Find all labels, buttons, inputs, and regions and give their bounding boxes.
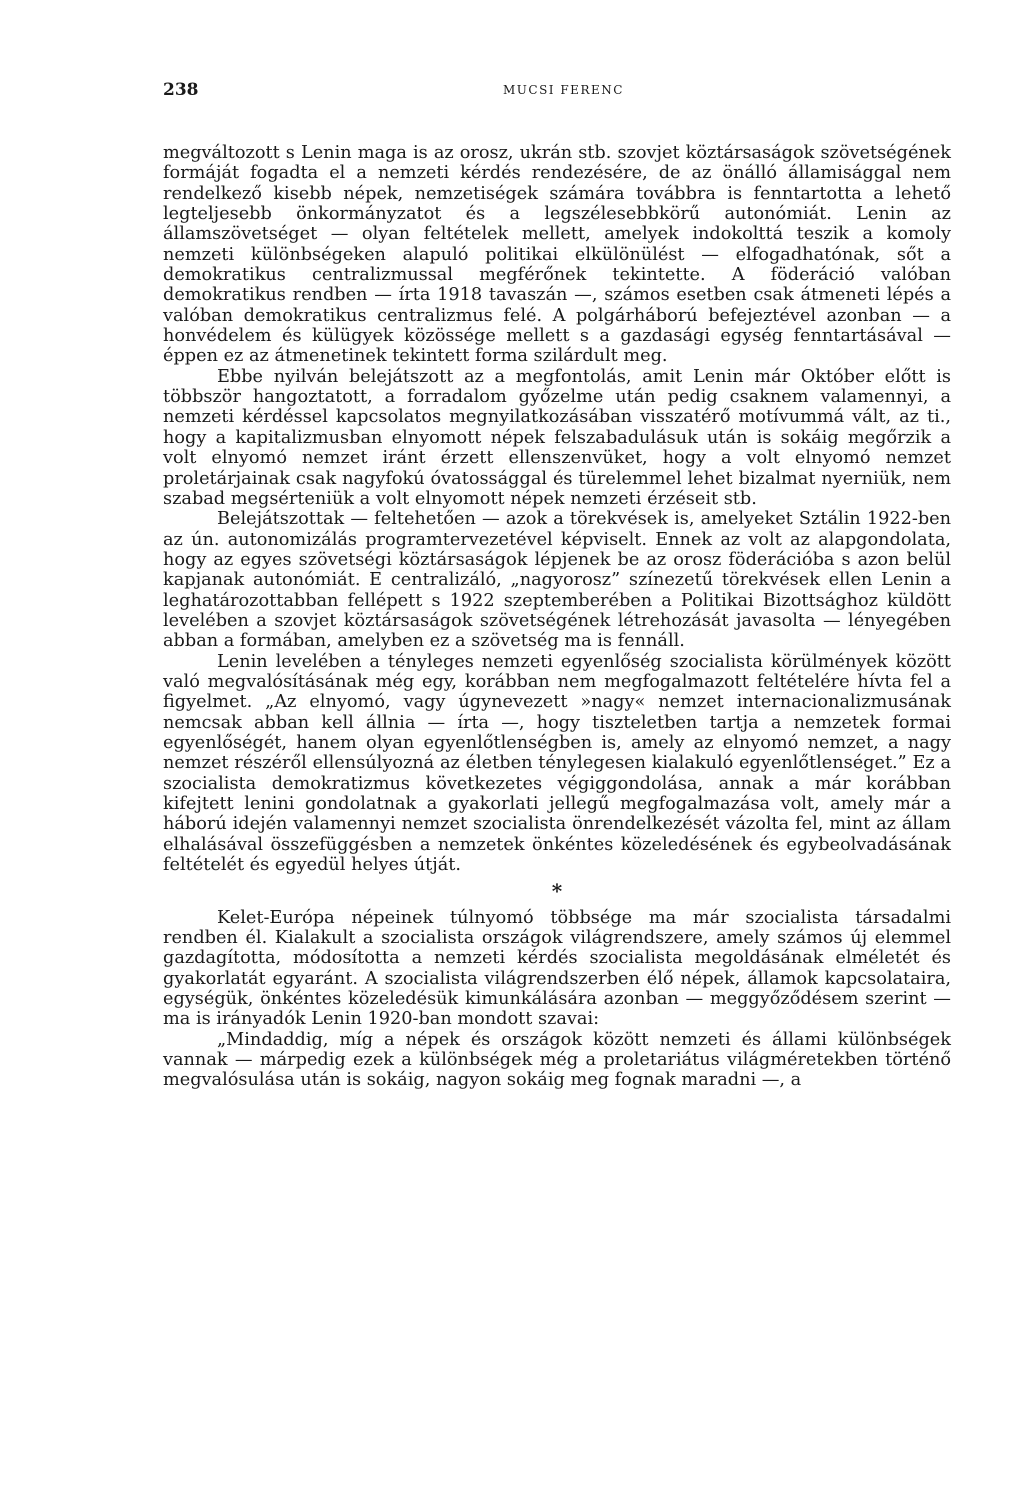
paragraph-6: „Mindaddig, míg a népek és országok között nemzeti és állami különbségek vannak — márpedig ezek a különbségek még a proletariátus világméretekben történő megvalósulása után is sokáig, nagyon sokáig meg fognak maradni —, a (163, 1029, 951, 1091)
page-header (163, 80, 963, 104)
section-separator: * (551, 879, 563, 904)
running-head: MUCSI FERENC (503, 83, 624, 97)
paragraph-2: Ebbe nyilván belejátszott az a megfontolás, amit Lenin már Október előtt is többször hangoztatott, a forradalom győzelme után pedig csaknem valamennyi, a nemzeti kérdéssel kapcsolatos megnyilatkozásában visszatérő motívummá vált, az ti., hogy a kapitalizmusban elnyomott népek felszabadulásuk után is sokáig megőrzik a volt elnyomó nemzet iránt érzett ellenszenvüket, hogy a volt elnyomó nemzet proletárjainak csak nagyfokú óvatossággal és türelemmel lehet bizalmat nyerniük, nem szabad megsérteniük a volt elnyomott népek nemzeti érzéseit stb. (163, 366, 951, 509)
paragraph-5: Kelet-Európa népeinek túlnyomó többsége ma már szocialista társadalmi rendben él. Kialakult a szocialista országok világrendszere, amely számos új elemmel gazdagította, módosította a nemzeti kérdés szocialista megoldásának elméletét és gyakorlatát egyaránt. A szocialista világrendszerben élő népek, államok kapcsolataira, egységük, önkéntes közeledésük kimunkálására azonban — meggyőződésem szerint — ma is irányadók Lenin 1920-ban mondott szavai: (163, 907, 951, 1030)
page-number: 238 (163, 80, 199, 100)
paragraph-1: megváltozott s Lenin maga is az orosz, ukrán stb. szovjet köztársaságok szövetségének formáját fogadta el a nemzeti kérdés rendezésére, de az önálló államisággal nem rendelkező kisebb népek, nemzetiségek számára továbbra is fenntartotta a lehető legteljesebb önkormányzatot és a legszélesebbkörű autonómiát. Lenin az államszövetséget — olyan feltételek mellett, amelyek indokolttá teszik a komoly nemzeti különbségeken alapuló politikai elkülönülést — elfogadhatónak, sőt a demokratikus centralizmussal megférőnek tekintette. A föderáció valóban demokratikus rendben — írta 1918 tavaszán —, számos esetben csak átmeneti lépés a valóban demokratikus centralizmus felé. A polgárháború befejeztével azonban — a honvédelem és külügyek közössége mellett s a gazdasági egység fenntartásával — éppen ez az átmenetinek tekintett forma szilárdult meg. (163, 143, 951, 367)
paragraph-4: Lenin levelében a tényleges nemzeti egyenlőség szocialista körülmények között való megvalósításának még egy, korábban nem megfogalmazott feltételére hívta fel a figyelmet. „Az elnyomó, vagy úgynevezett »nagy« nemzet internacionalizmusának nemcsak abban kell állnia — írta —, hogy tiszteletben tartja a nemzetek formai egyenlőségét, hanem olyan egyenlőtlenségben is, amely az elnyomó nemzet, a nagy nemzet részéről ellensúlyozná az életben ténylegesen kialakuló egyenlőtlenséget.” Ez a szocialista demokratizmus következetes végiggondolása, annak a már korábban kifejtett lenini gondolatnak a gyakorlati jellegű megfogalmazása volt, amely már a háború idején valamennyi nemzet szocialista önrendelkezését vázolta fel, mint az állam elhalásával összefüggésben a nemzetek önkéntes közeledésének és egybeolvadásának feltételét és egyedül helyes útját. (163, 651, 951, 876)
body-text (163, 143, 951, 1091)
paragraph-3: Belejátszottak — feltehetően — azok a törekvések is, amelyeket Sztálin 1922-ben az ún. autonomizálás programtervezetével képviselt. Ennek az volt az alapgondolata, hogy az egyes szövetségi köztársaságok lépjenek be az orosz föderációba s azon belül kapjanak autonómiát. E centralizáló, „nagyorosz” színezetű törekvések ellen Lenin a leghatározottabban fellépett s 1922 szeptemberében a Politikai Bizottsághoz küldött levelében a szovjet köztársaságok szövetségének létrehozását javasolta — lényegében abban a formában, amelyben ez a szövetség ma is fennáll. (163, 509, 951, 652)
